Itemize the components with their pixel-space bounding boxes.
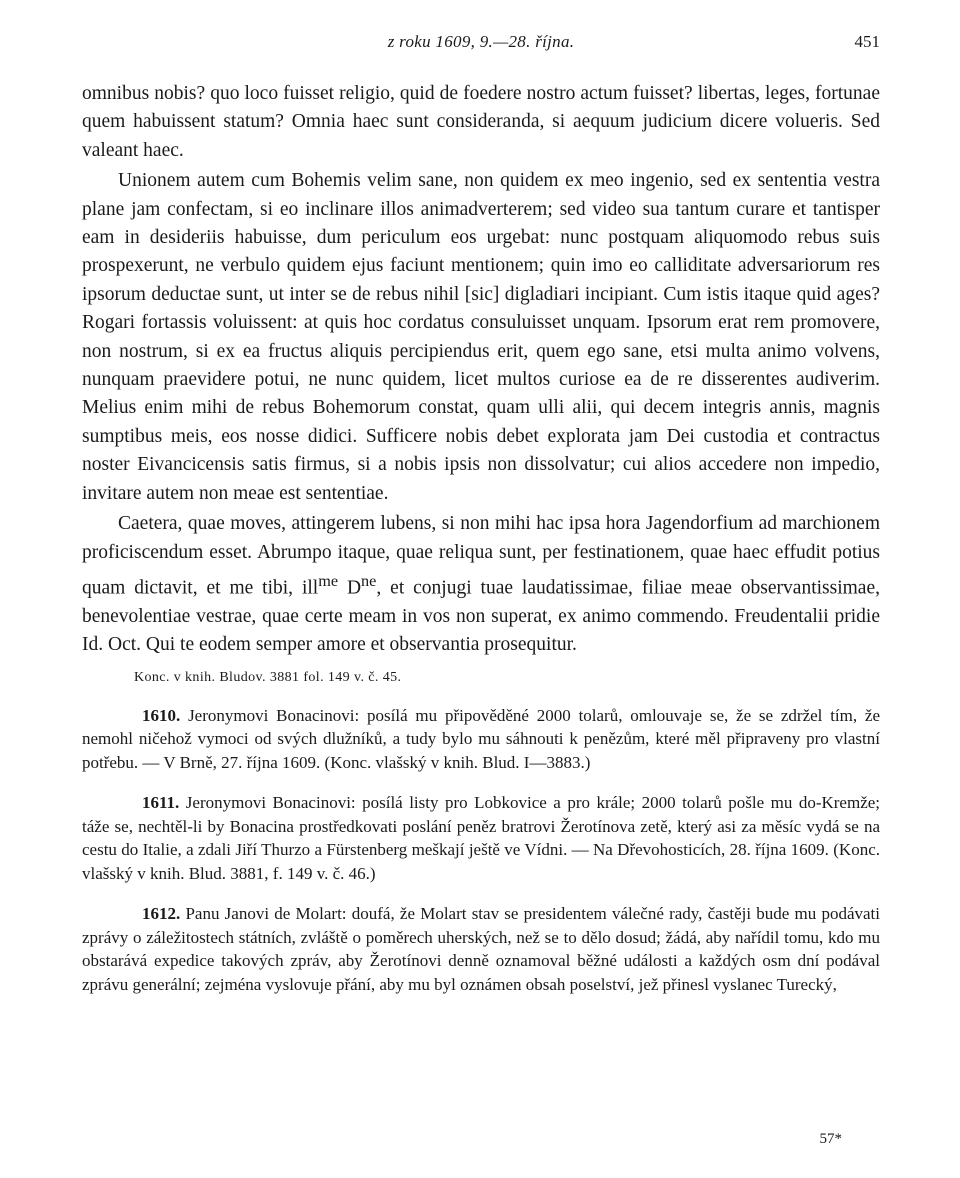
page-number: 451	[854, 32, 880, 51]
entry-1611	[82, 791, 880, 885]
paragraph-unionem: Unionem autem cum Bohemis velim sane, non quidem ex meo ingenio, sed ex sententia vestra plane jam confectam, si eo inclinare illos animadverterem; sed video sua tantum curare et tantisper eam in desideriis habuisse, dum periculum eos urgebat: nunc postquam aliquomodo rebus suis prospexerunt, ne verbulo quidem ejus faciunt mentionem; quin imo eo calliditate adversariorum res ipsorum deductae sunt, ut inter se de rebus nihil [sic] digladiari incipiant. Cum istis itaque quid ages? Rogari fortassis voluissent: at quis hoc cordatus consuluisset unquam. Ipsorum erat rem promovere, non nostrum, si ex ea fructus aliquis percipiendus erit, quem ego sane, etsi multa animo volvens, nunquam praevidere potui, ne nunc quidem, licet multos curiose ea de re disserentes audiverim. Melius enim mihi de rebus Bohemorum constat, quam ulli alii, qui decem integris annis, magnis sumptibus meis, eos nosse didici. Sufficere nobis debet explorata jam Dei custodia et contractus noster Eivancicensis satis firmus, si a nobis ipsis non dissolvatur; cui alios accedere non impedio, invitare autem non meae est sententiae.	[82, 170, 880, 504]
paragraph-continuation: omnibus nobis? quo loco fuisset religio, quid de foedere nostro actum fuisset? libertas, leges, fortunae quem habuissent statum? Omnia haec sunt consideranda, si aequum judicium dicere volueris. Sed valeant haec.	[82, 83, 880, 161]
source-note: Konc. v knih. Bludov. 3881 fol. 149 v. č. 45.	[134, 669, 402, 685]
book-page	[82, 32, 880, 1013]
entry-1610	[82, 704, 880, 775]
entry-text: Panu Janovi de Molart: doufá, že Molart stav se presidentem válečné rady, častěji bude mu podávati zprávy o záležitostech státních, zvláště o poměrech uherských, než se to dělo dosud; žádá, aby nařídil tomu, kdo mu obstarává expedice takových zpráv, aby Žerotínovi denně oznamoval běžné události a každých osm dní podával zprávu generální; zejména vyslovuje přání, aby mu byl oznámen obsah poselství, jež přinesl vyslanec Turecký,	[82, 904, 880, 994]
entry-number: 1612.	[142, 904, 181, 924]
signature-mark: 57*	[819, 1131, 842, 1147]
letter-body	[82, 80, 880, 660]
entry-text: Jeronymovi Bonacinovi: posílá mu připověděné 2000 tolarů, omlouvaje se, že se zdržel tím, že nemohl ničehož vymoci od svých dlužníků, a tudy bylo mu sáhnouti k penězům, které měl připraveny pro vlastní potřebu. — V Brně, 27. října 1609. (Konc. vlašský v knih. Blud. I—3883.)	[82, 705, 881, 772]
paragraph-caetera: Caetera, quae moves, attingerem lubens, si non mihi hac ipsa hora Jagendorfium ad marchionem proficiscendum esset. Abrumpo itaque, quae reliqua sunt, per festinationem, quae haec effudit potius quam dictavit, et me tibi, ill$^{me}$ $D^{ne}$, et conjugi tuae laudatissimae, filiae meae observantissimae, benevolentiae vestrae, quae certe meam in vos non superat, ex animo commendo. Freudentalii pridie Id. Oct. Qui te eodem semper amore et observantia prosequitur.	[82, 513, 880, 656]
running-head	[82, 32, 880, 58]
entry-1612	[82, 902, 880, 996]
entry-number: 1610.	[142, 705, 181, 725]
entry-text: Jeronymovi Bonacinovi: posílá listy pro Lobkovice a pro krále; 2000 tolarů pošle mu do-Kremže; táže se, nechtěl-li by Bonacina prostředkovati poslání peněz bratrovi Žerotínova zetě, který asi za měsíc vydá se na cestu do Italie, a zdali Jiří Thurzo a Fürstenberg meškají ještě ve Vídni. — Na Dřevohosticích, 28. října 1609. (Konc. vlašský v knih. Blud. 3881, f. 149 v. č. 46.)	[82, 793, 881, 883]
running-title: z roku 1609, 9.—28. října.	[387, 32, 575, 51]
entry-number: 1611.	[142, 793, 180, 813]
